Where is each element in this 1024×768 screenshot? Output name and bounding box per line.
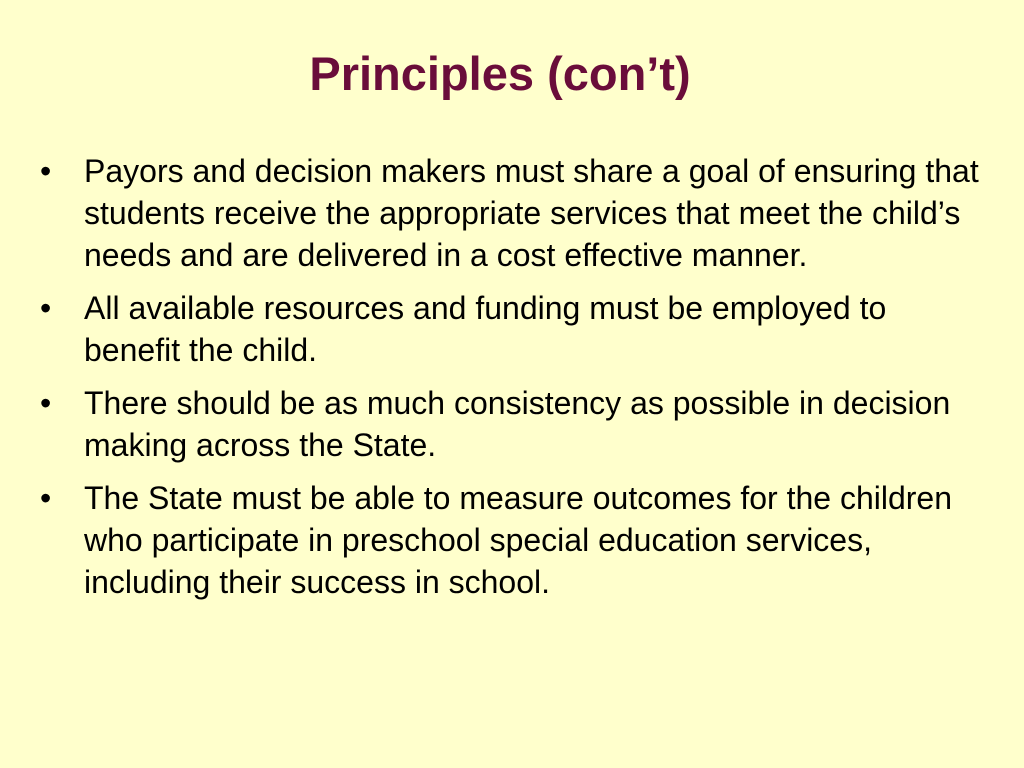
bullet-text: The State must be able to measure outcomes for the children who participate in preschool special education services, including their success in school. xyxy=(84,480,953,600)
bullet-text: There should be as much consistency as possible in decision making across the State. xyxy=(84,385,951,463)
bullet-text: All available resources and funding must be employed to benefit the child. xyxy=(84,290,887,368)
slide-title: Principles (con’t) xyxy=(309,47,691,100)
bullet-item xyxy=(40,382,980,466)
bullet-dot-icon: • xyxy=(40,153,52,189)
bullet-list xyxy=(40,150,980,614)
bullet-item xyxy=(40,477,980,603)
bullet-text: Payors and decision makers must share a goal of ensuring that students receive the appropriate services that meet the child’s needs and are delivered in a cost effective manner. xyxy=(84,153,979,273)
bullet-dot-icon: • xyxy=(40,290,52,326)
bullet-item xyxy=(40,150,980,276)
bullet-item xyxy=(40,287,980,371)
bullet-dot-icon: • xyxy=(40,480,52,516)
bullet-dot-icon: • xyxy=(40,385,52,421)
